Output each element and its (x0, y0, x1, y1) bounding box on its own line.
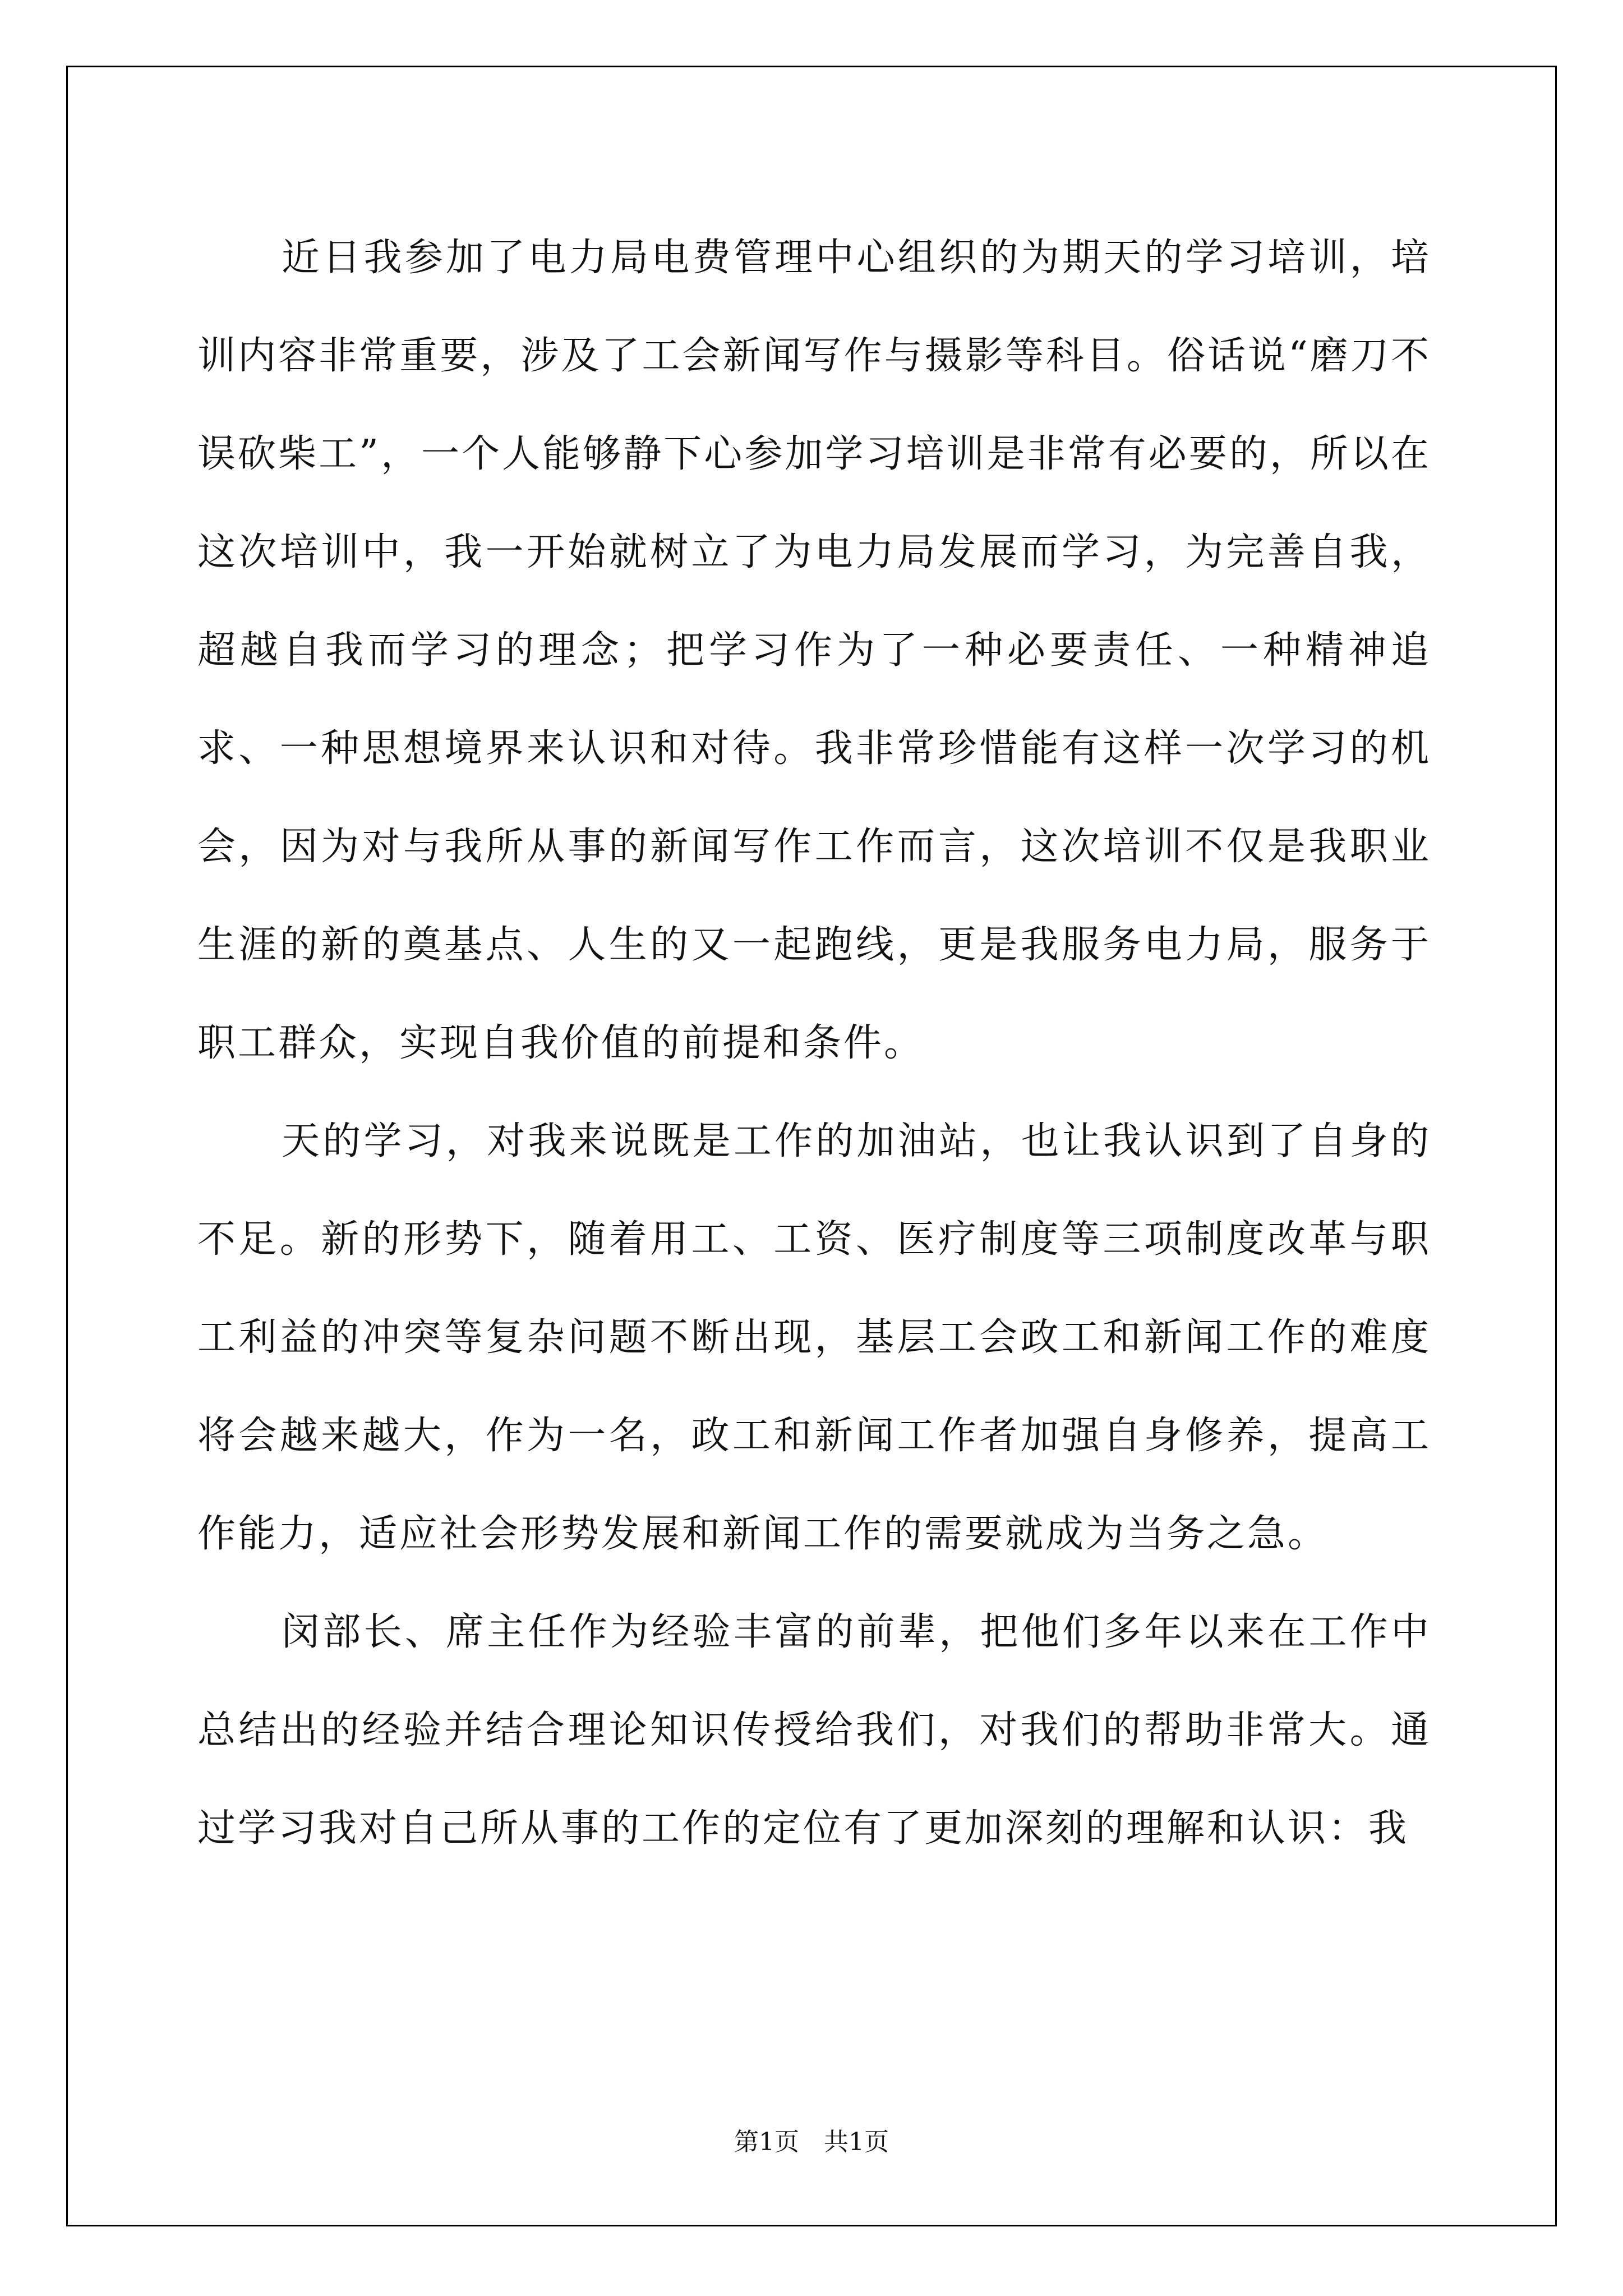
page-footer: 第1页 共1页 (734, 2128, 889, 2156)
paragraph-2: 天的学习，对我来说既是工作的加油站，也让我认识到了自身的不足。新的形势下，随着用工、工资、医疗制度等三项制度改革与职工利益的冲突等复杂问题不断出现，基层工会政工和新闻工作的难度将会越来越大，作为一名，政工和新闻工作者加强自身修养，提高工作能力，适应社会形势发展和新闻工作的需要就成为当务之急。 (197, 1119, 1431, 1556)
paragraph-1: 近日我参加了电力局电费管理中心组织的为期天的学习培训，培训内容非常重要，涉及了工会新闻写作与摄影等科目。俗话说“磨刀不误砍柴工”，一个人能够静下心参加学习培训是非常有必要的，所以在这次培训中，我一开始就树立了为电力局发展而学习，为完善自我，超越自我而学习的理念；把学习作为了一种必要责任、一种精神追求、一种思想境界来认识和对待。我非常珍惜能有这样一次学习的机会，因为对与我所从事的新闻写作工作而言，这次培训不仅是我职业生涯的新的奠基点、人生的又一起跑线，更是我服务电力局，服务于职工群众，实现自我价值的前提和条件。 (197, 236, 1431, 1065)
paragraph-3: 闵部长、席主任作为经验丰富的前辈，把他们多年以来在工作中总结出的经验并结合理论知识传授给我们，对我们的帮助非常大。通过学习我对自己所从事的工作的定位有了更加深刻的理解和认识：我 (197, 1610, 1431, 1851)
document-body (197, 209, 1431, 1878)
